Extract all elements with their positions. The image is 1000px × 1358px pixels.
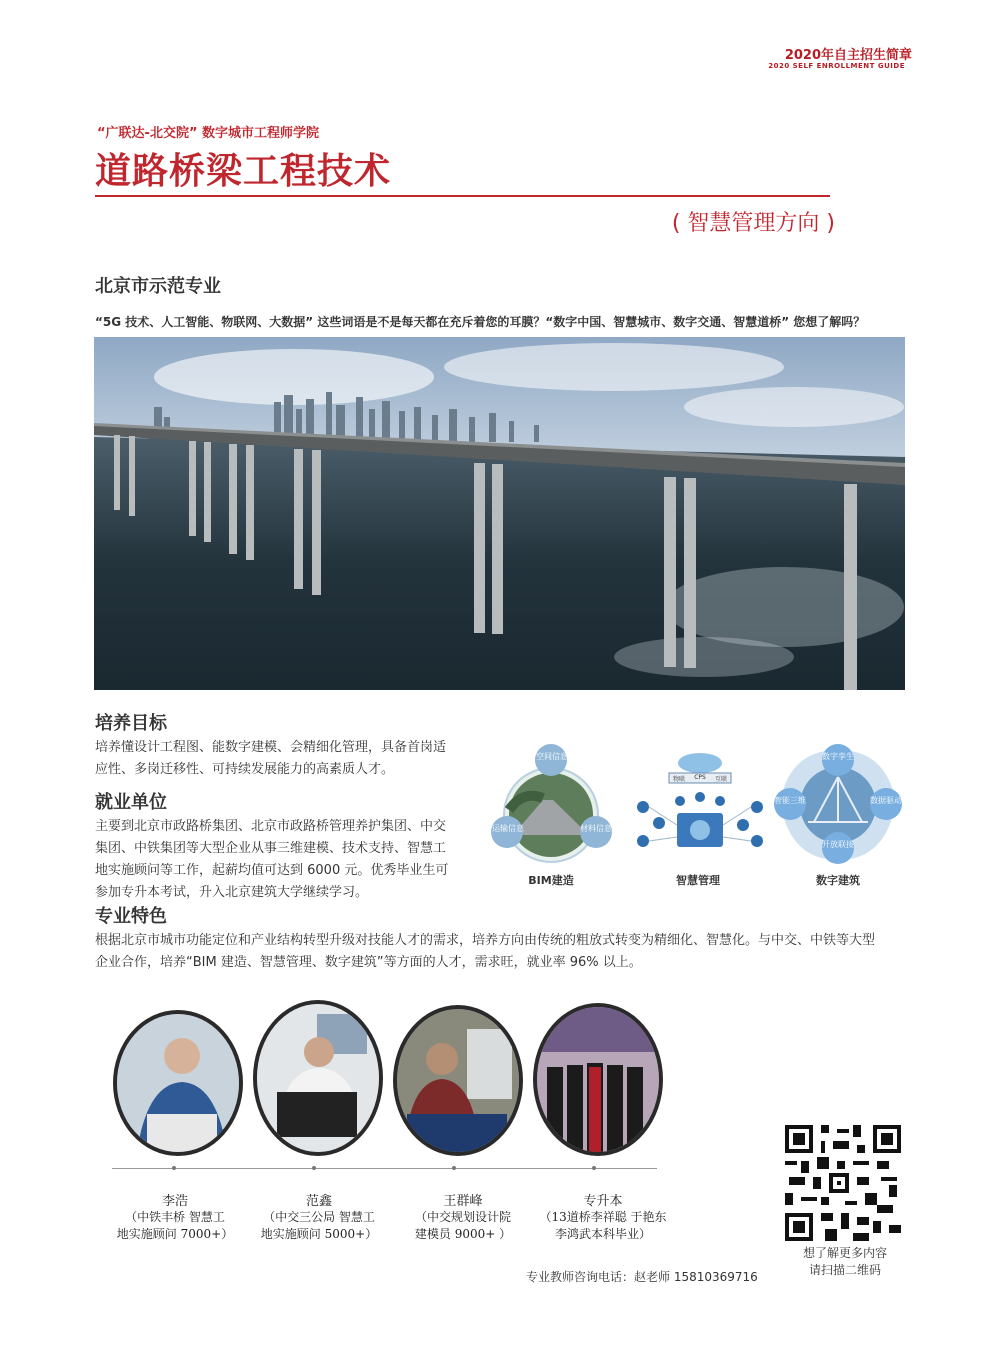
- intro-tagline: “5G 技术、人工智能、物联网、大数据” 这些词语是不是每天都在充斥着您的耳膜？“数字中国、智慧城市、数字交通、智慧道桥” 您想了解吗？: [95, 315, 866, 329]
- digital-building-diagram: [768, 742, 908, 870]
- employment-heading: 就业单位: [95, 792, 167, 813]
- alumni-note: （中交规划设计院: [414, 1210, 511, 1224]
- alumni-note: （中铁丰桥 智慧工: [125, 1210, 225, 1224]
- alumni-photo: [393, 1005, 523, 1156]
- alumni-note: （13道桥李祥聪 于艳东: [539, 1210, 667, 1224]
- goal-line: 应性、多岗迁移性、可持续发展能力的高素质人才。: [95, 762, 395, 777]
- alumni-note: （中交三公局 智慧工: [263, 1210, 375, 1224]
- alumni-card: [523, 1190, 683, 1243]
- employment-line: 集团、中铁集团等大型企业从事三维建模、技术支持、智慧工: [95, 841, 447, 856]
- timeline-dot: [592, 1166, 596, 1170]
- feature-heading: 专业特色: [95, 906, 167, 927]
- alumni-card: [100, 1190, 250, 1243]
- alumni-photo: [113, 1010, 243, 1156]
- alumni-name: 范鑫: [305, 1194, 332, 1209]
- alumni-name: 李浩: [161, 1194, 188, 1209]
- goal-heading: 培养目标: [95, 713, 167, 734]
- employment-line: 主要到北京市政路桥集团、北京市政路桥管理养护集团、中交: [95, 819, 447, 834]
- digital-node: 开放联接: [822, 840, 854, 849]
- goal-line: 培养懂设计工程图、能数字建模、会精细化管理，具备首岗适: [95, 740, 447, 755]
- title-divider: [95, 195, 830, 197]
- alumni-name: 王群峰: [443, 1194, 483, 1209]
- bim-node: 运输信息: [492, 824, 524, 833]
- alumni-note: 李鸿武本科毕业）: [554, 1227, 651, 1241]
- alumni-timeline: [112, 1168, 657, 1169]
- bridge-hero-image: [94, 337, 905, 690]
- feature-line: 企业合作，培养“BIM 建造、智慧管理、数字建筑”等方面的人才，需求旺，就业率 96% 以上。: [95, 955, 642, 970]
- page-title: 道路桥梁工程技术: [95, 151, 392, 192]
- smart-management-label: 智慧管理: [676, 874, 720, 887]
- digital-node: 智能三维: [774, 796, 806, 805]
- alumni-photo: [533, 1003, 663, 1156]
- smart-node: CPS: [694, 774, 706, 781]
- bim-diagram: [483, 740, 613, 870]
- timeline-dot: [172, 1166, 176, 1170]
- college-name: “广联达-北交院” 数字城市工程师学院: [97, 126, 320, 141]
- contact-phone: 专业教师咨询电话：赵老师 15810369716: [526, 1270, 758, 1284]
- alumni-note: 地实施顾问 7000+）: [116, 1227, 234, 1241]
- bim-node: 材料信息: [580, 824, 612, 833]
- intro-heading: 北京市示范专业: [95, 276, 221, 297]
- bim-node: 空间信息: [536, 752, 568, 761]
- goal-text: [95, 737, 446, 781]
- alumni-name: 专升本: [583, 1194, 623, 1209]
- qr-code-icon[interactable]: [785, 1125, 901, 1241]
- qr-caption-line: 想了解更多内容: [802, 1246, 887, 1260]
- alumni-card: [244, 1190, 394, 1243]
- employment-line: 参加专升本考试，升入北京建筑大学继续学习。: [95, 885, 369, 900]
- smart-management-diagram: [625, 745, 775, 865]
- digital-node: 数据驱动: [870, 796, 902, 805]
- digital-building-label: 数字建筑: [816, 874, 860, 887]
- major-direction: ( 智慧管理方向 ): [671, 211, 835, 236]
- feature-text: [95, 930, 875, 974]
- qr-caption: [790, 1245, 900, 1279]
- digital-node: 数字孪生: [822, 752, 854, 761]
- alumni-card: [388, 1190, 538, 1243]
- guide-title-cn: 2020年自主招生简章: [784, 48, 912, 63]
- qr-caption-line: 请扫描二维码: [808, 1263, 881, 1277]
- smart-node: 物联: [672, 776, 685, 783]
- alumni-note: 地实施顾问 5000+）: [260, 1227, 378, 1241]
- timeline-dot: [452, 1166, 456, 1170]
- timeline-dot: [312, 1166, 316, 1170]
- guide-title-en: 2020 SELF ENROLLMENT GUIDE: [768, 62, 905, 70]
- bim-label: BIM建造: [528, 874, 574, 887]
- employment-text: [95, 816, 448, 904]
- smart-node: 互联: [714, 776, 727, 783]
- alumni-photo: [253, 1000, 383, 1156]
- employment-line: 地实施顾问等工作，起薪均值可达到 6000 元。优秀毕业生可: [95, 863, 449, 878]
- alumni-note: 建模员 9000+ ）: [414, 1227, 512, 1241]
- feature-line: 根据北京市城市功能定位和产业结构转型升级对技能人才的需求，培养方向由传统的粗放式转变为精细化、智慧化。与中交、中铁等大型: [95, 933, 876, 948]
